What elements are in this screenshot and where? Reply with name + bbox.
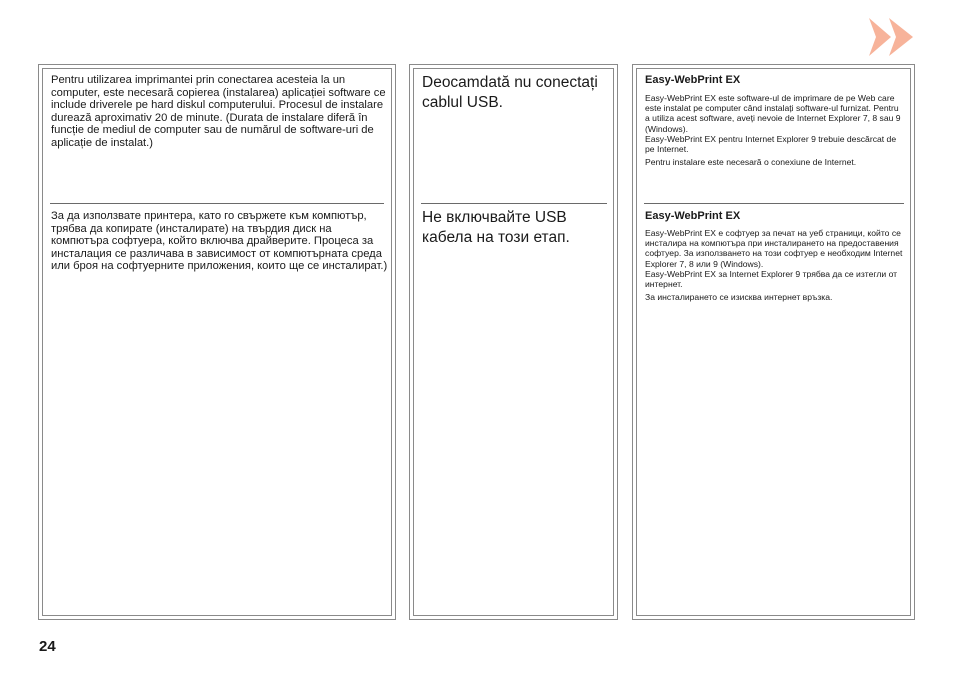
right-bg-body	[645, 228, 907, 304]
right-bg-paragraph-2: За инсталирането се изисква интернет връзка.	[645, 291, 833, 302]
arrow-2-icon	[889, 18, 913, 56]
left-ro-text: Pentru utilizarea imprimantei prin conectarea acesteia la un computer, este necesară copierea (instalarea) aplicației software ce include driverele pe hard diskul computerului. Procesul de instalare durează aproximativ 20 de minute. (Durata de instalare diferă în funcție de mediul de computer sau de numărul de software-uri de aplicație de instalat.)	[51, 74, 386, 149]
right-bg-heading: Easy-WebPrint EX	[645, 210, 741, 222]
right-ro-paragraph-1: Easy-WebPrint EX este software-ul de imprimare de pe Web care este instalat pe computer când instalați software-ul furnizat. Pentru a utiliza acest software, aveți nevoie de Internet Explorer 7, 8 sau 9 (Windows). Easy-WebPrint EX pentru Internet Explorer 9 trebuie descărcat de pe Internet.	[645, 93, 901, 155]
middle-divider	[421, 203, 607, 204]
right-ro-body	[645, 93, 905, 169]
left-panel-inner-frame	[42, 68, 392, 616]
right-panel	[632, 64, 915, 620]
left-divider	[50, 203, 384, 204]
right-ro-heading: Easy-WebPrint EX	[645, 74, 741, 86]
middle-panel-inner-frame	[413, 68, 614, 616]
next-page-arrows-icon	[869, 18, 917, 56]
left-bg-text: За да използвате принтера, като го свържете към компютър, трябва да копирате (инсталирате) на твърдия диск на компютъра софтуера, който включва драйверите. Процеса за инсталация се различава в зависимост от компютърната среда или броя на софтуерните приложения, които ще се инсталират.)	[51, 210, 388, 273]
right-divider	[644, 203, 904, 204]
middle-panel	[409, 64, 618, 620]
arrow-1-icon	[869, 18, 891, 56]
page-number: 24	[39, 638, 56, 655]
right-bg-paragraph-1: Easy-WebPrint EX е софтуер за печат на уеб страници, който се инсталира на компютъра при инсталирането на предоставения софтуер. За използването на този софтуер е необходим Internet Explorer 7, 8 или 9 (Windows). Easy-WebPrint EX за Internet Explorer 9 трябва да се изтегли от интернет.	[645, 228, 903, 290]
middle-ro-text: Deocamdată nu conectați cablul USB.	[422, 74, 598, 111]
middle-bg-text: Не включвайте USB кабела на този етап.	[422, 209, 570, 246]
right-ro-paragraph-2: Pentru instalare este necesară o conexiune de Internet.	[645, 156, 857, 167]
left-panel	[38, 64, 396, 620]
